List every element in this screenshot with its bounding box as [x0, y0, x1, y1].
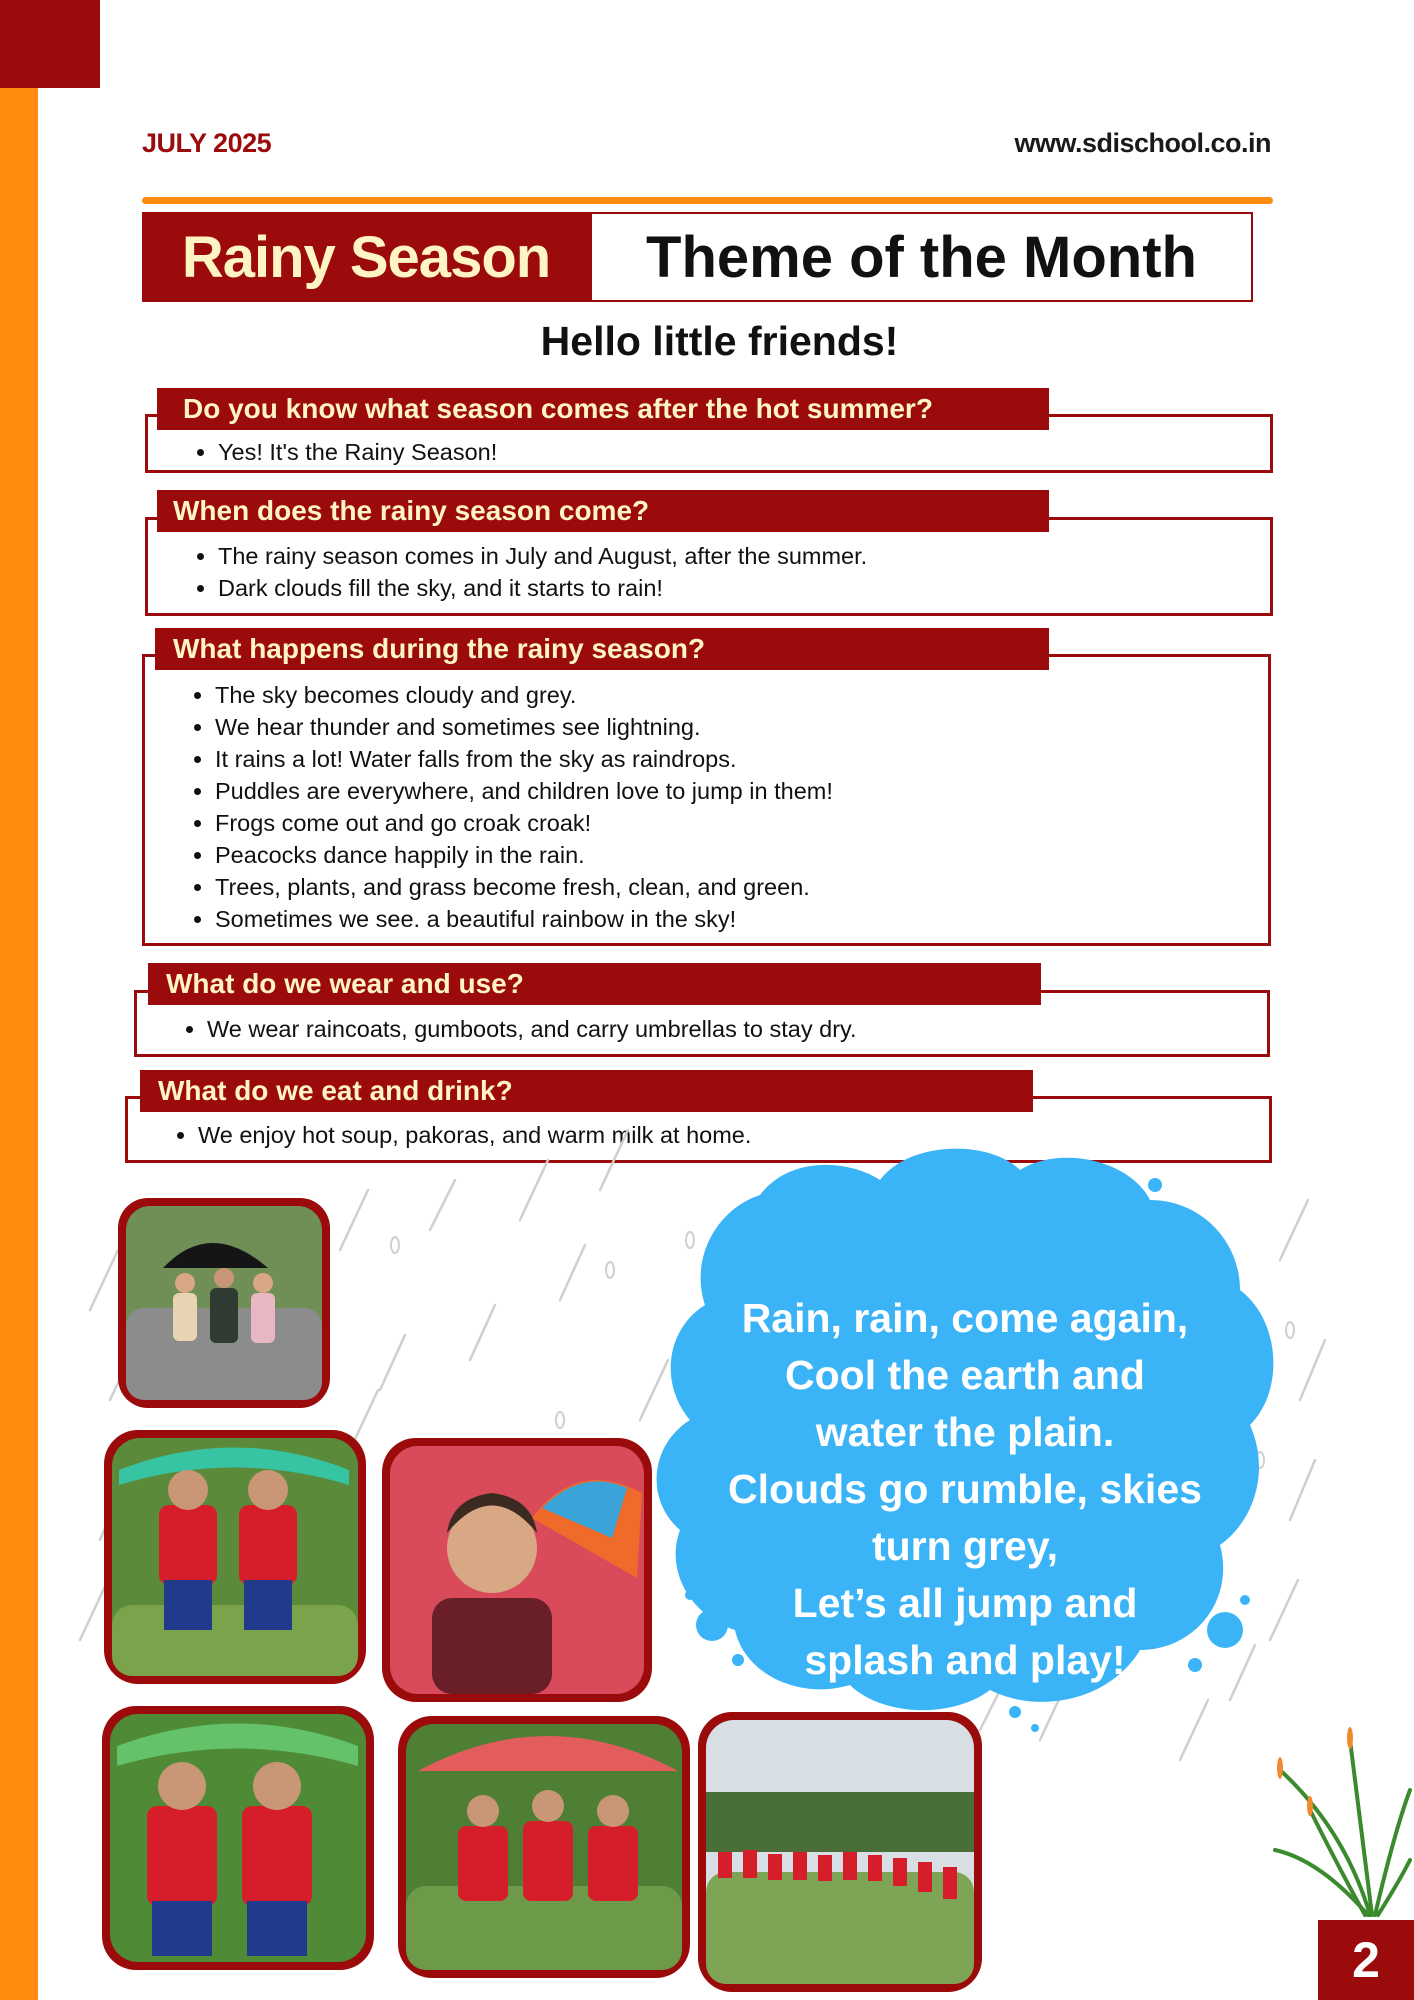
- section-title-2: When does the rainy season come?: [157, 490, 1049, 532]
- section-3-bullet-2: • We hear thunder and sometimes see lightning.: [215, 711, 1268, 743]
- section-4-bullet-1: • We wear raincoats, gumboots, and carry umbrellas to stay dry.: [207, 1013, 1267, 1045]
- theme-of-month-label: Theme of the Month: [590, 212, 1253, 302]
- section-5-bullet-1: • We enjoy hot soup, pakoras, and warm milk at home.: [198, 1119, 1269, 1151]
- photo-4: [102, 1706, 374, 1970]
- issue-date: JULY 2025: [142, 128, 272, 158]
- section-3-bullet-6: • Peacocks dance happily in the rain.: [215, 839, 1268, 871]
- photo-5: [398, 1716, 690, 1978]
- section-title-4: What do we wear and use?: [148, 963, 1041, 1005]
- grass-decoration: [1275, 1740, 1410, 1915]
- section-title-3: What happens during the rainy season?: [155, 628, 1049, 670]
- section-3-bullet-3: • It rains a lot! Water falls from the sky as raindrops.: [215, 743, 1268, 775]
- grass-flowers: [1277, 1727, 1353, 1816]
- section-title-5: What do we eat and drink?: [140, 1070, 1033, 1112]
- section-3-bullet-8: • Sometimes we see. a beautiful rainbow in the sky!: [215, 903, 1268, 935]
- rhyme-line-2: Cool the earth and: [785, 1352, 1145, 1398]
- rain-rhyme: [662, 1290, 1268, 1689]
- section-3-bullet-4: • Puddles are everywhere, and children love to jump in them!: [215, 775, 1268, 807]
- photo-3: [382, 1438, 652, 1702]
- rhyme-line-1: Rain, rain, come again,: [741, 1295, 1189, 1341]
- photo-1: [118, 1198, 330, 1408]
- rhyme-line-7: splash and play!: [804, 1637, 1126, 1683]
- section-3-bullet-1: • The sky becomes cloudy and grey.: [215, 679, 1268, 711]
- rhyme-line-5: turn grey,: [871, 1523, 1059, 1569]
- rhyme-line-4: Clouds go rumble, skies: [728, 1466, 1202, 1512]
- greeting-heading: Hello little friends!: [540, 318, 899, 364]
- photo-6: [698, 1712, 982, 1992]
- section-1-bullet-1: • Yes! It's the Rainy Season!: [218, 436, 1270, 468]
- section-3-bullet-5: • Frogs come out and go croak croak!: [215, 807, 1268, 839]
- rhyme-line-3: water the plain.: [815, 1409, 1115, 1455]
- rhyme-line-6: Let’s all jump and: [792, 1580, 1138, 1626]
- section-2-bullet-1: • The rainy season comes in July and August, after the summer.: [218, 540, 1270, 572]
- section-2-bullet-2: • Dark clouds fill the sky, and it starts to rain!: [218, 572, 1270, 604]
- website-link[interactable]: www.sdischool.co.in: [1014, 128, 1271, 158]
- photo-2: [104, 1430, 366, 1684]
- section-title-1: Do you know what season comes after the hot summer?: [157, 388, 1049, 430]
- theme-season-label: Rainy Season: [142, 212, 590, 302]
- page-number: 2: [1318, 1920, 1414, 2000]
- section-3-bullet-7: • Trees, plants, and grass become fresh, clean, and green.: [215, 871, 1268, 903]
